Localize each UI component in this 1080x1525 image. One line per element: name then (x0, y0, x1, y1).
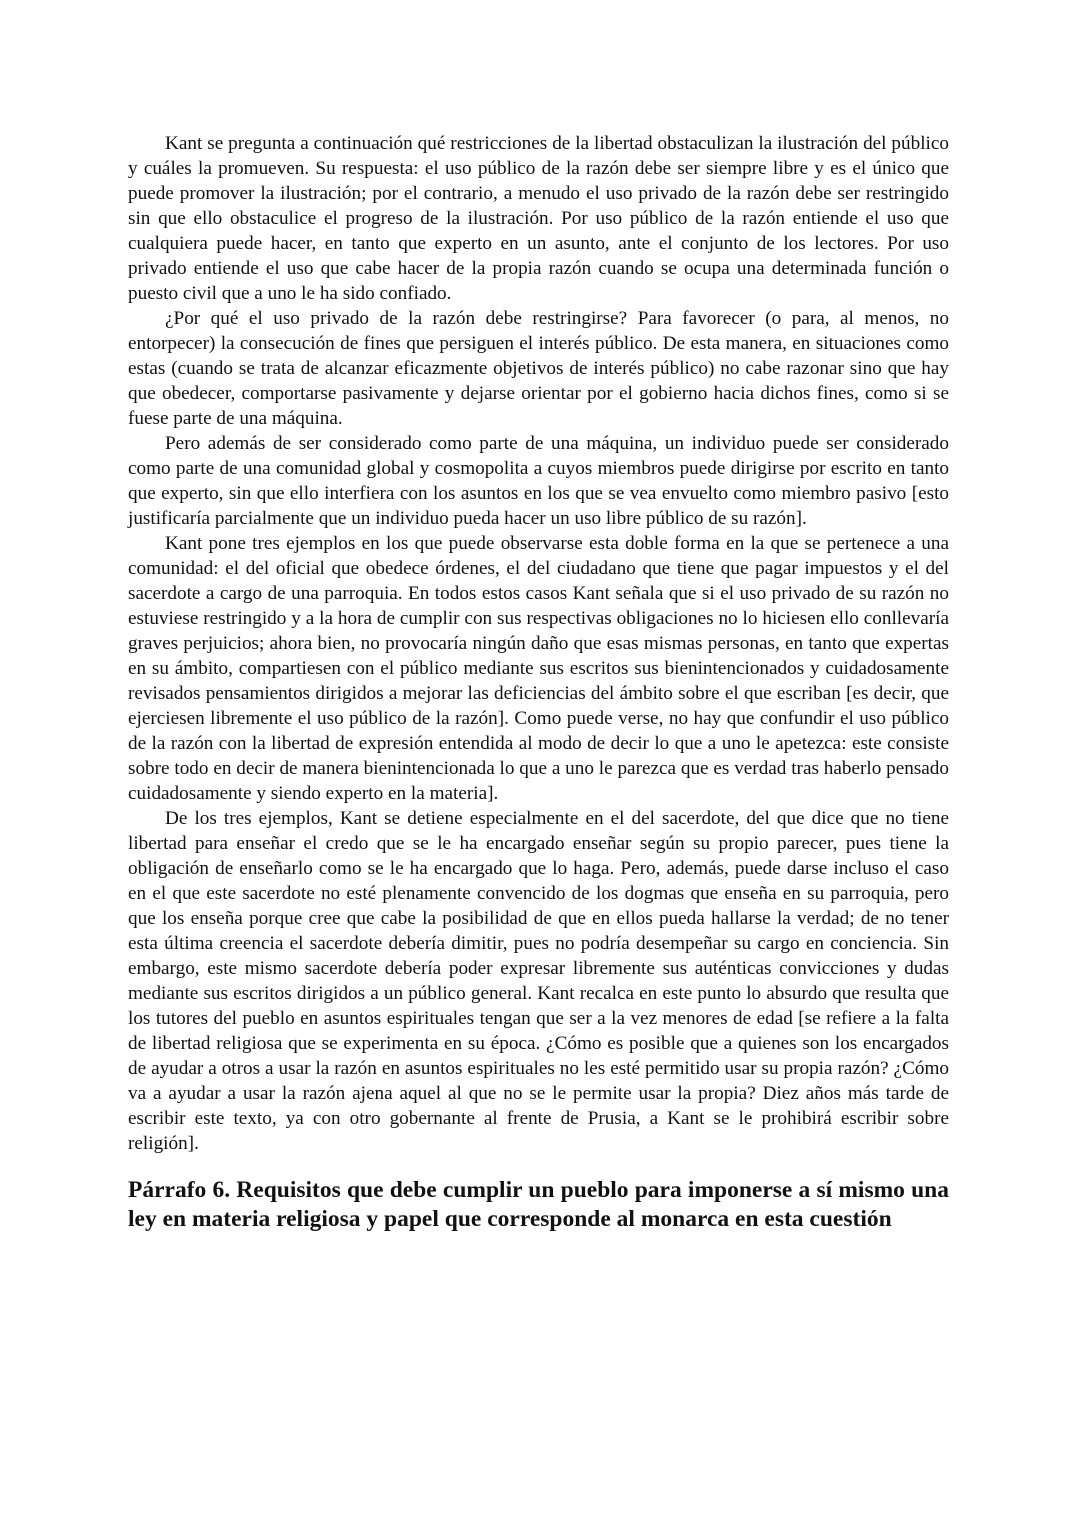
paragraph-public-private-use: Kant se pregunta a continuación qué restricciones de la libertad obstaculizan la ilustración del público y cuáles la promueven. Su respuesta: el uso público de la razón debe ser siempre libre y es el único que puede promover la ilustración; por el contrario, a menudo el uso privado de la razón debe ser restringido sin que ello obstaculice el progreso de la ilustración. Por uso público de la razón entiende el uso que cualquiera puede hacer, en tanto que experto en un asunto, ante el conjunto de los lectores. Por uso privado entiende el uso que cabe hacer de la propia razón cuando se ocupa una determinada función o puesto civil que a uno le ha sido confiado. (128, 133, 949, 304)
paragraph-priest-example: De los tres ejemplos, Kant se detiene especialmente en el del sacerdote, del que dice que no tiene libertad para enseñar el credo que se le ha encargado enseñar según su propio parecer, pues tiene la obligación de enseñarlo como se le ha encargado que lo haga. Pero, además, puede darse incluso el caso en el que este sacerdote no esté plenamente convencido de los dogmas que enseña en su parroquia, pero que los enseña porque cree que cabe la posibilidad de que en ellos pueda hallarse la verdad; de no tener esta última creencia el sacerdote debería dimitir, pues no podría desempeñar su cargo en conciencia. Sin embargo, este mismo sacerdote debería poder expresar libremente sus auténticas convicciones y dudas mediante sus escritos dirigidos a un público general. Kant recalca en este punto lo absurdo que resulta que los tutores del pueblo en asuntos espirituales tengan que ser a la vez menores de edad [se refiere a la falta de libertad religiosa que se experimenta en su época. ¿Cómo es posible que a quienes son los encargados de ayudar a otros a usar la razón en asuntos espirituales no les esté permitido usar su propia razón? ¿Cómo va a ayudar a usar la razón ajena aquel al que no se le permite usar la propia? Diez años más tarde de escribir este texto, ya con otro gobernante al frente de Prusia, a Kant se le prohibirá escribir sobre religión]. (128, 808, 949, 1154)
document-page (128, 131, 949, 1234)
paragraph-cosmopolitan-community: Pero además de ser considerado como parte de una máquina, un individuo puede ser considerado como parte de una comunidad global y cosmopolita a cuyos miembros puede dirigirse por escrito en tanto que experto, sin que ello interfiera con los asuntos en los que se vea envuelto como miembro pasivo [esto justificaría parcialmente que un individuo pueda hacer un uso libre público de su razón]. (128, 433, 949, 529)
section-heading: Párrafo 6. Requisitos que debe cumplir un pueblo para imponerse a sí mismo una ley en materia religiosa y papel que corresponde al monarca en esta cuestión (128, 1177, 949, 1232)
paragraph-restriction-reason: ¿Por qué el uso privado de la razón debe restringirse? Para favorecer (o para, al menos, no entorpecer) la consecución de fines que persiguen el interés público. De esta manera, en situaciones como estas (cuando se trata de alcanzar eficazmente objetivos de interés público) no cabe razonar sino que hay que obedecer, comportarse pasivamente y dejarse orientar por el gobierno hacia dichos fines, como si se fuese parte de una máquina. (128, 308, 949, 429)
paragraph-three-examples: Kant pone tres ejemplos en los que puede observarse esta doble forma en la que se pertenece a una comunidad: el del oficial que obedece órdenes, el del ciudadano que tiene que pagar impuestos y el del sacerdote a cargo de una parroquia. En todos estos casos Kant señala que si el uso privado de su razón no estuviese restringido y a la hora de cumplir con sus respectivas obligaciones no lo hiciesen ello conllevaría graves perjuicios; ahora bien, no provocaría ningún daño que esas mismas personas, en tanto que expertas en su ámbito, compartiesen con el público mediante sus escritos sus bienintencionados y cuidadosamente revisados pensamientos dirigidos a mejorar las deficiencias del ámbito sobre el que escriban [es decir, que ejerciesen libremente el uso público de la razón]. Como puede verse, no hay que confundir el uso público de la razón con la libertad de expresión entendida al modo de decir lo que a uno le apetezca: este consiste sobre todo en decir de manera bienintencionada lo que a uno le parezca que es verdad tras haberlo pensado cuidadosamente y siendo experto en la materia]. (128, 533, 949, 804)
